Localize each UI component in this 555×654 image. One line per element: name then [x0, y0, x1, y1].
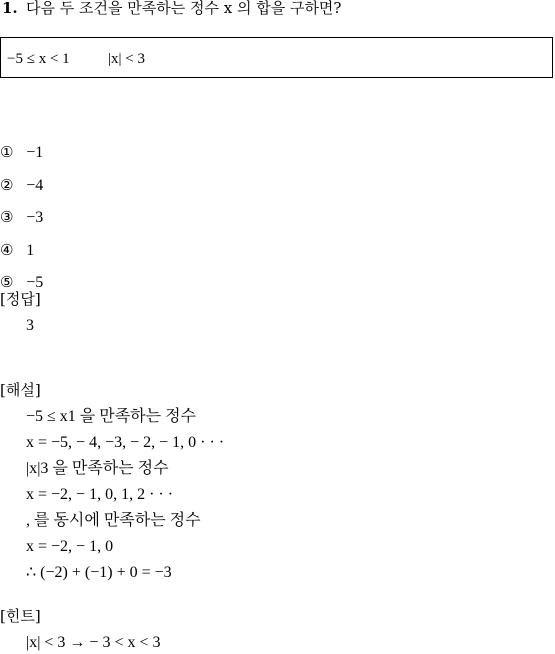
hint-label: [힌트]	[0, 607, 41, 625]
condition-2: |x| < 3	[108, 51, 145, 67]
choice-2-mark: ②	[0, 176, 14, 194]
question-text: 다음 두 조건을 만족하는 정수 x 의 합을 구하면?	[26, 0, 342, 17]
conditions-box	[0, 37, 553, 78]
choice-1-mark: ①	[0, 143, 14, 161]
explanation-line-1: −5 ≤ x1 을 만족하는 정수	[26, 408, 196, 425]
explanation-line-4: x = −2, − 1, 0, 1, 2 · · ·	[26, 486, 174, 503]
condition-1: −5 ≤ x < 1	[7, 51, 70, 67]
choice-2[interactable]	[0, 178, 43, 194]
choice-1-value: −1	[26, 144, 44, 161]
answer-label: [정답]	[0, 290, 41, 308]
explanation-line-6: x = −2, − 1, 0	[26, 538, 114, 555]
question-number: 1.	[2, 0, 18, 17]
choice-1[interactable]	[0, 145, 43, 161]
choice-5-mark: ⑤	[0, 273, 14, 291]
choice-3-value: −3	[26, 209, 44, 226]
explanation-line-3: |x|3 을 만족하는 정수	[26, 460, 169, 477]
explanation-label: [해설]	[0, 381, 41, 399]
choice-5[interactable]	[0, 275, 43, 291]
explanation-line-5: , 를 동시에 만족하는 정수	[26, 512, 201, 529]
choice-4-mark: ④	[0, 241, 14, 259]
explanation-line-7: ∴ (−2) + (−1) + 0 = −3	[26, 564, 172, 581]
explanation-line-2: x = −5, − 4, −3, − 2, − 1, 0 · · ·	[26, 434, 225, 451]
hint-line: |x| < 3 → − 3 < x < 3	[26, 634, 161, 651]
choice-2-value: −4	[26, 177, 44, 194]
choice-4-value: 1	[26, 242, 35, 259]
choice-3[interactable]	[0, 210, 43, 226]
choice-4[interactable]	[0, 243, 34, 259]
choice-3-mark: ③	[0, 208, 14, 226]
answer-value: 3	[26, 317, 34, 334]
choice-5-value: −5	[26, 274, 44, 291]
